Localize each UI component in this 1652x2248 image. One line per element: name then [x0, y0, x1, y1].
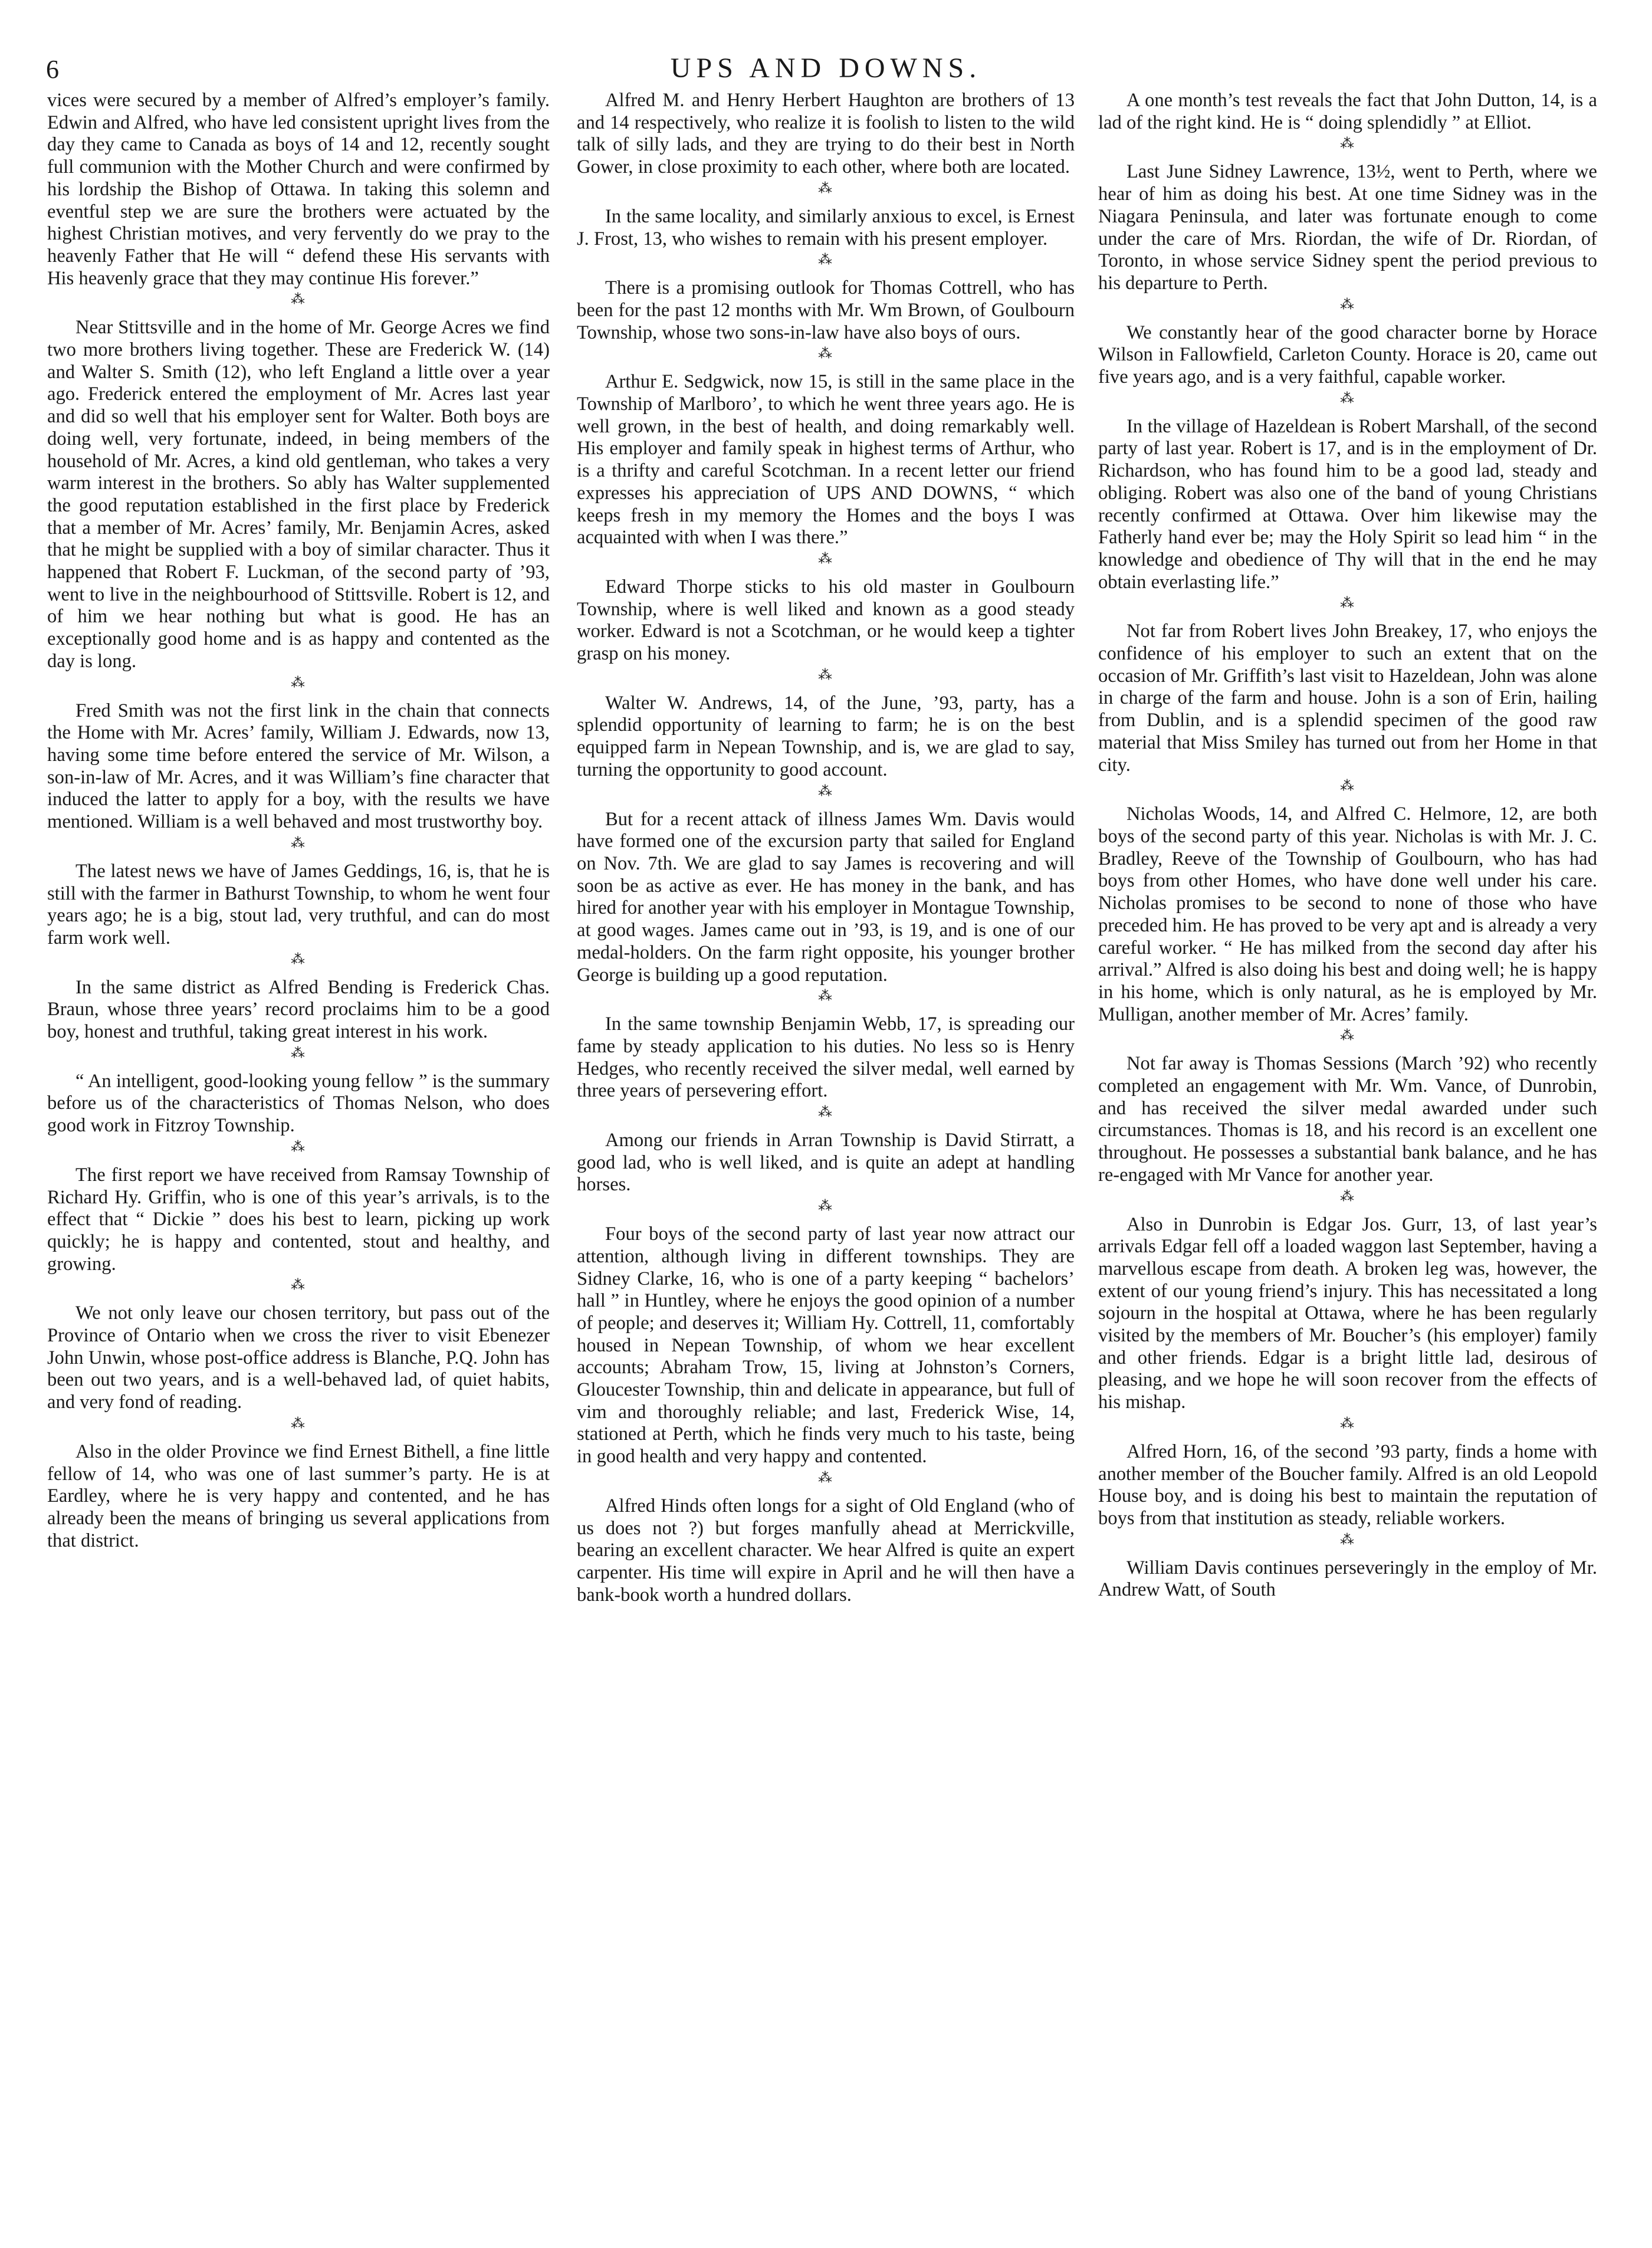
section-separator: ⁂: [291, 675, 306, 691]
paragraph: “ An intelligent, good-looking young fellow ” is the summary before us of the characteristics of Thomas Nelson, who does good work in Fitzroy Township.: [47, 1070, 550, 1137]
paragraph: William Davis continues perseveringly in the employ of Mr. Andrew Watt, of South: [1098, 1557, 1597, 1601]
section-separator: ⁂: [1340, 1532, 1355, 1548]
section-separator: ⁂: [291, 1278, 306, 1294]
section-separator: ⁂: [818, 1470, 833, 1486]
paragraph: Last June Sidney Lawrence, 13½, went to Perth, where we hear of him as doing his best. At one time Sidney was in the Niagara Peninsula, and later was fortunate enough to come under the care of Mrs. Riordan, the wife of Dr. Riordan, of Toronto, in whose service Sidney spent the period previous to his departure to Perth.: [1098, 161, 1597, 294]
section-separator: ⁂: [1340, 596, 1355, 612]
paragraph: We not only leave our chosen territory, but pass out of the Province of Ontario when we cross the river to visit Ebenezer John Unwin, whose post-office address is Blanche, P.Q. John has been out two years, and is a well-behaved lad, of quiet habits, and very fond of reading.: [47, 1302, 550, 1413]
paragraph: The latest news we have of James Geddings, 16, is, that he is still with the farmer in Bathurst Township, to whom he went four years ago; he is a big, stout lad, very truthful, and can do most farm work well.: [47, 860, 550, 949]
paragraph: Nicholas Woods, 14, and Alfred C. Helmore, 12, are both boys of the second party of this year. Nicholas is with Mr. J. C. Bradley, Reeve of the Township of Goulbourn, who has had boys from other Homes, who have done well under his care. Nicholas promises to be second to none of those who have preceded him. He has proved to be very apt and is already a very careful worker. “ He has milked from the second day after his arrival.” Alfred is also doing his best and doing well; he is happy in his home, which is only natural, as he is employed by Mr. Mulligan, another member of Mr. Acres’ family.: [1098, 803, 1597, 1025]
section-separator: ⁂: [818, 667, 833, 683]
paragraph: In the same locality, and similarly anxious to excel, is Ernest J. Frost, 13, who wishes to remain with his present employer.: [577, 205, 1075, 250]
section-separator: ⁂: [291, 1139, 306, 1155]
section-separator: ⁂: [291, 292, 306, 308]
paragraph: Near Stittsville and in the home of Mr. George Acres we find two more brothers living together. These are Frederick W. (14) and Walter S. Smith (12), who left England a little over a year ago. Frederick entered the employment of Mr. Acres last year and did so well that his employer sent for Walter. Both boys are doing well, very fortunate, indeed, in being members of the household of Mr. Acres, a kind old gentleman, who takes a very warm interest in the brothers. So ably has Walter supplemented the good reputation established in the first place by Frederick that a member of Mr. Acres’ family, Mr. Benjamin Acres, asked that he might be supplied with a boy of similar character. Thus it happened that Robert F. Luckman, of the second party of ’93, went to live in the neighbourhood of Stittsville. Robert is 12, and of him we hear nothing but what is good. He has an exceptionally good home and is as happy and contented as the day is long.: [47, 317, 550, 672]
page-number: 6: [46, 55, 59, 84]
paragraph: We constantly hear of the good character borne by Horace Wilson in Fallowfield, Carleton County. Horace is 20, came out five years ago, and is a very faithful, capable worker.: [1098, 321, 1597, 388]
paragraph: Also in the older Province we find Ernest Bithell, a fine little fellow of 14, who was one of last summer’s party. He is at Eardley, where he is very happy and contented, and he has already been the means of bringing us several applications from that district.: [47, 1440, 550, 1551]
paragraph: Walter W. Andrews, 14, of the June, ’93, party, has a splendid opportunity of learning to farm; he is on the best equipped farm in Nepean Township, and is, we are glad to say, turning the opportunity to good account.: [577, 692, 1075, 780]
section-separator: ⁂: [818, 346, 833, 362]
paragraph: Alfred M. and Henry Herbert Haughton are brothers of 13 and 14 respectively, who realize it is foolish to listen to the wild talk of silly lads, and they are trying to do their best in North Gower, in close proximity to each other, where both are located.: [577, 90, 1075, 178]
paragraph: Alfred Horn, 16, of the second ’93 party, finds a home with another member of the Boucher family. Alfred is an old Leopold House boy, and is doing his best to maintain the reputation of boys from that institution as steady, reliable workers.: [1098, 1440, 1597, 1529]
section-separator: ⁂: [818, 252, 833, 268]
column-3: [1098, 90, 1597, 2237]
paragraph: In the village of Hazeldean is Robert Marshall, of the second party of last year. Robert is 17, and is in the employment of Dr. Richardson, who has found him to be a good lad, steady and obliging. Robert was also one of the band of young Christians recently confirmed at Ottawa. Over him likewise may the Fatherly hand ever be; may the Holy Spirit so lead him “ in the knowledge and obedience of Thy will that in the end he may obtain everlasting life.”: [1098, 415, 1597, 593]
section-separator: ⁂: [818, 181, 833, 196]
section-separator: ⁂: [1340, 779, 1355, 795]
paragraph: Alfred Hinds often longs for a sight of Old England (who of us does not ?) but forges manfully ahead at Merrickville, bearing an excellent character. We hear Alfred is quite an expert carpenter. His time will expire in April and he will then have a bank-book worth a hundred dollars.: [577, 1495, 1075, 1606]
paragraph: Not far from Robert lives John Breakey, 17, who enjoys the confidence of his employer to such an extent that on the occasion of Mr. Griffith’s last visit to Hazeldean, John was alone in charge of the farm and house. John is a son of Erin, hailing from Dublin, and is a splendid specimen of the good raw material that Miss Smiley has turned out from her Home in that city.: [1098, 621, 1597, 776]
paragraph: Edward Thorpe sticks to his old master in Goulbourn Township, where is well liked and known as a good steady worker. Edward is not a Scotchman, or he would keep a tighter grasp on his money.: [577, 576, 1075, 665]
paragraph: Also in Dunrobin is Edgar Jos. Gurr, 13, of last year’s arrivals Edgar fell off a loaded waggon last September, having a marvellous escape from death. A broken leg was, however, the extent of our young friend’s injury. This has necessitated a long sojourn in the hospital at Ottawa, where he has been regularly visited by the members of Mr. Boucher’s (his employer) family and other friends. Edgar is a bright little lad, desirous of pleasing, and we hope he will soon recover from the effects of his mishap.: [1098, 1213, 1597, 1413]
section-separator: ⁂: [818, 783, 833, 799]
section-separator: ⁂: [291, 951, 306, 967]
page-header: [0, 24, 1652, 84]
paragraph: In the same district as Alfred Bending is Frederick Chas. Braun, whose three years’ record proclaims him to be a good boy, honest and truthful, taking great interest in his work.: [47, 976, 550, 1043]
running-title: UPS AND DOWNS.: [670, 52, 982, 84]
paragraph: There is a promising outlook for Thomas Cottrell, who has been for the past 12 months with Mr. Wm Brown, of Goulbourn Township, whose two sons-in-law have also boys of ours.: [577, 277, 1075, 343]
paragraph: Fred Smith was not the first link in the chain that connects the Home with Mr. Acres’ family, William J. Edwards, now 13, having some time before entered the service of Mr. Wilson, a son-in-law of Mr. Acres, and it was William’s fine character that induced the latter to apply for a boy, with the results we have mentioned. William is a well behaved and most trustworthy boy.: [47, 700, 550, 833]
paragraph: A one month’s test reveals the fact that John Dutton, 14, is a lad of the right kind. He is “ doing splendidly ” at Elliot.: [1098, 90, 1597, 133]
section-separator: ⁂: [818, 1199, 833, 1215]
section-separator: ⁂: [291, 1416, 306, 1432]
paragraph: Not far away is Thomas Sessions (March ’92) who recently completed an engagement with Mr. Wm. Vance, of Dunrobin, and has received the silver medal awarded under such circumstances. Thomas is 18, and his record is an excellent one throughout. He possesses a substantial bank balance, and he has re-engaged with Mr Vance for another year.: [1098, 1053, 1597, 1186]
section-separator: ⁂: [1340, 297, 1355, 313]
section-separator: ⁂: [818, 1105, 833, 1121]
paragraph: The first report we have received from Ramsay Township of Richard Hy. Griffin, who is one of this year’s arrivals, is to the effect that “ Dickie ” does his best to learn, picking up work quickly; he is happy and contented, stout and healthy, and growing.: [47, 1164, 550, 1275]
section-separator: ⁂: [1340, 136, 1355, 152]
paragraph: vices were secured by a member of Alfred’s employer’s family. Edwin and Alfred, who have led consistent upright lives from the day they came to Canada as boys of 14 and 12, recently sought full communion with the Mother Church and were confirmed by his lordship the Bishop of Ottawa. In taking this solemn and eventful step we are sure the brothers were actuated by the highest Christian motives, and very fervently do we pray to the heavenly Father that He will “ defend these His servants with His heavenly grace that they may continue His forever.”: [47, 90, 550, 289]
section-separator: ⁂: [818, 551, 833, 567]
section-separator: ⁂: [1340, 390, 1355, 406]
section-separator: ⁂: [1340, 1028, 1355, 1044]
column-1: [47, 90, 550, 2237]
column-2: [577, 90, 1075, 2237]
section-separator: ⁂: [818, 989, 833, 1005]
section-separator: ⁂: [291, 835, 306, 851]
paragraph: Arthur E. Sedgwick, now 15, is still in the same place in the Township of Marlboro’, to which he went three years ago. He is well grown, in the best of health, and doing remarkably well. His employer and family speak in highest terms of Arthur, who is a thrifty and careful Scotchman. In a recent letter our friend expresses his appreciation of UPS AND DOWNS, “ which keeps fresh in my memory the Homes and the boys I was acquainted with when I was there.”: [577, 371, 1075, 549]
paragraph: Four boys of the second party of last year now attract our attention, although living in different townships. They are Sidney Clarke, 16, who is one of a party keeping “ bachelors’ hall ” in Huntley, where he enjoys the good opinion of a number of people; and deserves it; William Hy. Cottrell, 11, comfortably housed in Nepean Township, of whom we hear excellent accounts; Abraham Trow, 15, living at Johnston’s Corners, Gloucester Township, thin and delicate in appearance, but full of vim and thoroughly reliable; and last, Frederick Wise, 14, stationed at Perth, which he finds very much to his taste, being in good health and very happy and contented.: [577, 1223, 1075, 1468]
section-separator: ⁂: [291, 1045, 306, 1061]
paragraph: Among our friends in Arran Township is David Stirratt, a good lad, who is well liked, and is quite an adept at handling horses.: [577, 1130, 1075, 1196]
section-separator: ⁂: [1340, 1189, 1355, 1205]
paragraph: But for a recent attack of illness James Wm. Davis would have formed one of the excursion party that sailed for England on Nov. 7th. We are glad to say James is recovering and will soon be as active as ever. He has money in the bank, and has hired for another year with his employer in Montague Township, at good wages. James came out in ’93, is 19, and is one of our medal-holders. On the farm right opposite, his younger brother George is building up a good reputation.: [577, 808, 1075, 986]
paragraph: In the same township Benjamin Webb, 17, is spreading our fame by steady application to his duties. No less so is Henry Hedges, who recently received the silver medal, well earned by three years of persevering effort.: [577, 1013, 1075, 1102]
section-separator: ⁂: [1340, 1416, 1355, 1432]
